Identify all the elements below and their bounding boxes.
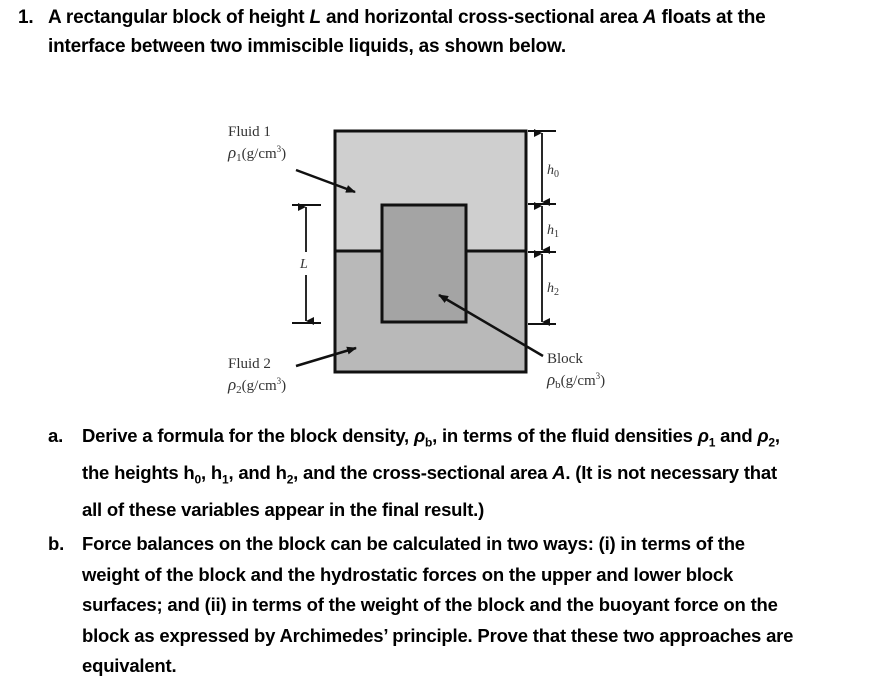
fluid-2-density: $\rho_2(g/cm^3)$ <box>228 375 287 396</box>
part-b-line-2: weight of the block and the hydrostatic forces on the upper and lower block <box>82 563 734 585</box>
statement-text: floats at the <box>656 7 766 28</box>
block-name: Block <box>547 351 583 367</box>
part-b-line-5: equivalent. <box>82 655 177 676</box>
fluid-1-density: $\rho_1(g/cm^3)$ <box>228 143 287 164</box>
part-b-line-1: Force balances on the block can be calculated in two ways: (i) in terms of the <box>82 533 745 554</box>
part-b-line-4: block as expressed by Archimedes’ principle. Prove that these two approaches are <box>82 624 794 646</box>
statement-text: interface between two immiscible liquids, as shown below. <box>48 36 566 57</box>
label-h1: $h_1$ <box>547 223 559 240</box>
part-b-line-3: surfaces; and (ii) in terms of the weight of the block and the buoyant force on the <box>82 594 778 615</box>
fluid-1-name: Fluid 1 <box>228 124 271 140</box>
part-b-label: b. <box>48 533 65 554</box>
problem-number: 1. <box>18 7 34 28</box>
statement-text: A rectangular block of height <box>48 7 310 28</box>
part-b <box>0 529 896 682</box>
part-a-line-1: Derive a formula for the block density, $\rho_b$, in terms of the fluid densities $\rho_1$ and $\rho_2$, <box>82 425 780 450</box>
variable-L: L <box>309 7 321 28</box>
label-L: L <box>300 257 308 272</box>
block-density: $\rho_b(g/cm^3)$ <box>547 370 606 391</box>
variable-A: A <box>642 7 657 28</box>
part-a-line-2: the heights $h_0$, $h_1$, and $h_2$, and the cross-sectional area A. (It is not necessary that <box>82 462 777 487</box>
part-a-line-3: all of these variables appear in the final result.) <box>82 499 485 521</box>
fluid-2-name: Fluid 2 <box>228 356 271 372</box>
part-a-text <box>82 421 882 526</box>
label-h2: $h_2$ <box>547 281 559 298</box>
statement-text: and horizontal cross-sectional area <box>320 7 643 28</box>
part-a <box>0 421 896 521</box>
label-h0: $h_0$ <box>547 163 559 180</box>
part-b-text <box>82 529 882 682</box>
part-a-label: a. <box>48 425 64 446</box>
